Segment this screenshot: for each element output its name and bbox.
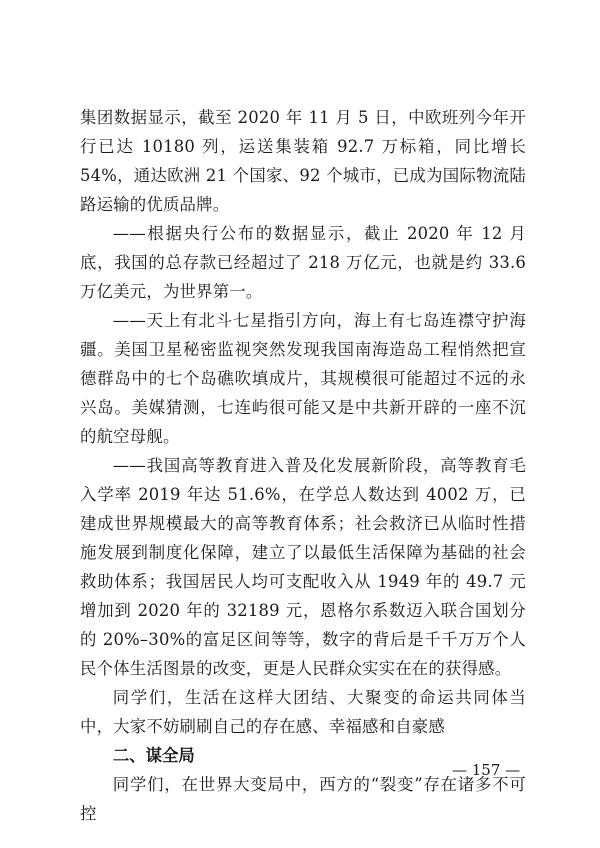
paragraph-deposits: ——根据央行公布的数据显示，截止 2020 年 12 月底，我国的总存款已经超过了 218 万亿元，也就是约 33.6 万亿美元，为世界第一。 <box>80 224 526 301</box>
section-heading: 二、谋全局 <box>112 746 195 765</box>
page-number: — 157 — <box>452 761 521 779</box>
paragraph-education-income: ——我国高等教育进入普及化发展新阶段，高等教育毛入学率 2019 年达 51.6%，在学总人数达到 4002 万，已建成世界规模最大的高等教育体系；社会救济已从临时性措施发展到制度化保障，建立了以最低生活保障为基础的社会救助体系；我国居民人均可支配收入从 1949 年的 49.7 元增加到 2020 年的 32189 元，恩格尔系数迈入联合国划分的 20%–30%的富足区间等等，数字的背后是千千万万个人民个体生活图景的改变，更是人民群众实实在在的获得感。 <box>80 456 526 678</box>
paragraph-south-china-sea: ——天上有北斗七星指引方向，海上有七岛连襟守护海疆。美国卫星秘密监视突然发现我国南海造岛工程悄然把宣德群岛中的七个岛礁吹填成片，其规模很可能超过不远的永兴岛。美媒猜测，七连屿很可能又是中共新开辟的一座不沉的航空母舰。 <box>80 311 526 446</box>
document-body <box>80 103 526 828</box>
paragraph-western-fission: 同学们，在世界大变局中，西方的“裂变”存在诸多不可控 <box>80 775 526 823</box>
paragraph-community: 同学们，生活在这样大团结、大聚变的命运共同体当中，大家不妨刷刷自己的存在感、幸福感和自豪感 <box>80 688 526 736</box>
paragraph-rail-data: 集团数据显示，截至 2020 年 11 月 5 日，中欧班列今年开行已达 10180 列，运送集装箱 92.7 万标箱，同比增长 54%，通达欧洲 21 个国家、92 个城市，已成为国际物流陆路运输的优质品牌。 <box>80 108 526 214</box>
